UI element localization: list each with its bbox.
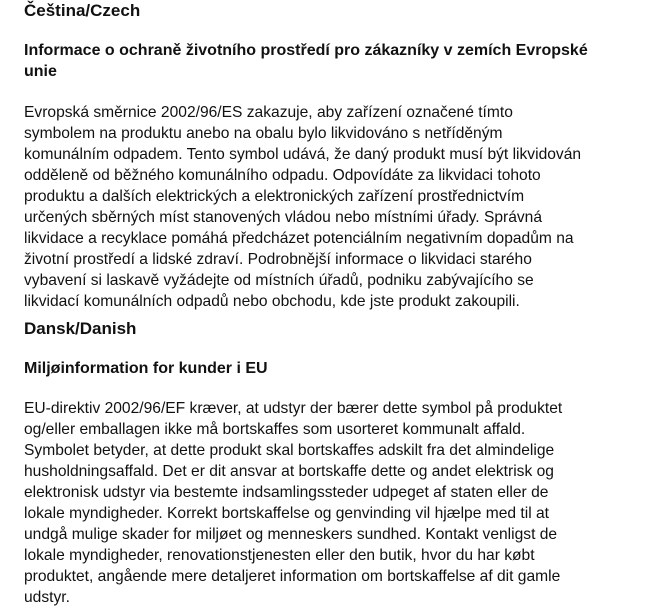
czech-body-line: likvidace a recyklace pomáhá předcházet potenciálním negativním dopadům na bbox=[24, 230, 574, 247]
czech-body-line: odděleně od běžného komunálního odpadu. Odpovídáte za likvidaci tohoto bbox=[24, 167, 541, 184]
danish-body-line: husholdningsaffald. Det er dit ansvar at bortskaffe dette og andet elektrisk og bbox=[24, 463, 554, 480]
czech-title-line: unie bbox=[24, 63, 57, 80]
danish-body-line: lokale myndigheder. Korrekt bortskaffelse og genvinding vil hjælpe med til at bbox=[24, 505, 549, 522]
czech-section-title bbox=[24, 40, 639, 82]
czech-body-line: symbolem na produktu anebo na obalu bylo likvidováno s netříděným bbox=[24, 125, 503, 142]
danish-body-line: produktet, angående mere detaljeret information om bortskaffelse af dit gamle bbox=[24, 568, 561, 585]
czech-language-heading: Čeština/Czech bbox=[24, 1, 141, 20]
czech-body-paragraph bbox=[24, 102, 644, 312]
czech-body-line: určených sběrných míst stanovených vládou nebo místními úřady. Správná bbox=[24, 209, 543, 226]
czech-body-line: vybavení si laskavě vyžádejte od místních úřadů, podniku zabývajícího se bbox=[24, 272, 534, 289]
danish-title-line: Miljøinformation for kunder i EU bbox=[24, 360, 268, 377]
danish-body-line: Symbolet betyder, at dette produkt skal bortskaffes adskilt fra det almindelige bbox=[24, 442, 555, 459]
danish-body-paragraph bbox=[24, 398, 644, 608]
czech-body-line: Evropská směrnice 2002/96/ES zakazuje, aby zařízení označené tímto bbox=[24, 104, 513, 121]
danish-section-title bbox=[24, 358, 639, 379]
danish-body-line: udstyr. bbox=[24, 589, 70, 606]
danish-body-line: elektronisk udstyr via bestemte indsamlingssteder udpeget af staten eller de bbox=[24, 484, 549, 501]
danish-body-line: lokale myndigheder, renovationstjenesten eller den butik, hvor du har købt bbox=[24, 547, 535, 564]
czech-body-line: komunálním odpadem. Tento symbol udává, že daný produkt musí být likvidován bbox=[24, 146, 582, 163]
danish-language-heading: Dansk/Danish bbox=[24, 319, 137, 338]
danish-body-line: undgå mulige skader for miljøet og menneskers sundhed. Kontakt venligst de bbox=[24, 526, 558, 543]
czech-body-line: životní prostředí a lidské zdraví. Podrobnější informace o likvidaci starého bbox=[24, 251, 532, 268]
czech-body-line: likvidací komunálních odpadů nebo obchodu, kde jste produkt zakoupili. bbox=[24, 293, 520, 310]
danish-body-line: og/eller emballagen ikke må bortskaffes som usorteret kommunalt affald. bbox=[24, 421, 526, 438]
czech-body-line: produktu a dalších elektrických a elektronických zařízení prostřednictvím bbox=[24, 188, 525, 205]
czech-title-line: Informace o ochraně životního prostředí pro zákazníky v zemích Evropské bbox=[24, 42, 588, 59]
danish-body-line: EU-direktiv 2002/96/EF kræver, at udstyr der bærer dette symbol på produktet bbox=[24, 400, 563, 417]
